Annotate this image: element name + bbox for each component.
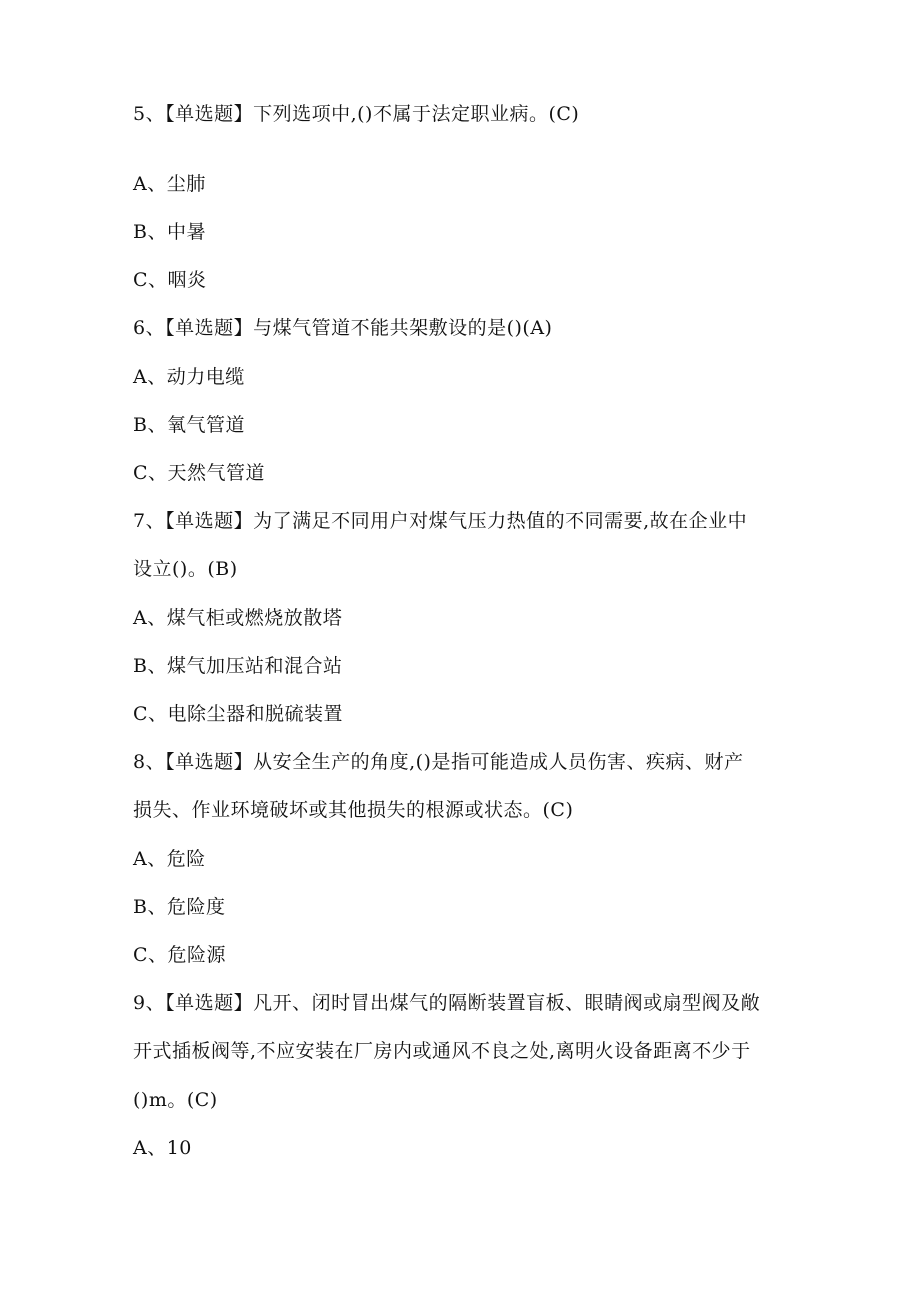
question-7-text-line-2: 设立()。(B) [133, 558, 238, 580]
question-6-text: 6、【单选题】与煤气管道不能共架敷设的是()(A) [133, 317, 553, 339]
question-5-option-a: A、尘肺 [133, 173, 206, 195]
question-7-option-b: B、煤气加压站和混合站 [133, 655, 343, 677]
question-6-option-c: C、天然气管道 [133, 462, 266, 484]
question-5-option-b: B、中暑 [133, 221, 206, 243]
question-8-option-b: B、危险度 [133, 896, 226, 918]
question-7-option-a: A、煤气柜或燃烧放散塔 [133, 607, 343, 629]
question-5-option-c: C、咽炎 [133, 269, 207, 291]
question-8-option-c: C、危险源 [133, 944, 227, 966]
question-9-text-line-1: 9、【单选题】凡开、闭时冒出煤气的隔断装置盲板、眼睛阀或扇型阀及敞 [133, 992, 761, 1014]
question-9-option-a: A、10 [133, 1137, 192, 1159]
question-9-text-line-3: ()m。(C) [133, 1089, 218, 1111]
question-7-option-c: C、电除尘器和脱硫装置 [133, 703, 344, 725]
question-8-text-line-2: 损失、作业环境破坏或其他损失的根源或状态。(C) [133, 799, 574, 821]
question-8-option-a: A、危险 [133, 848, 206, 870]
question-9-text-line-2: 开式插板阀等,不应安装在厂房内或通风不良之处,离明火设备距离不少于 [133, 1040, 751, 1062]
question-6-option-b: B、氧气管道 [133, 414, 245, 436]
question-5-text: 5、【单选题】下列选项中,()不属于法定职业病。(C) [133, 103, 580, 125]
question-6-option-a: A、动力电缆 [133, 366, 245, 388]
question-8-text-line-1: 8、【单选题】从安全生产的角度,()是指可能造成人员伤害、疾病、财产 [133, 751, 744, 773]
question-7-text-line-1: 7、【单选题】为了满足不同用户对煤气压力热值的不同需要,故在企业中 [133, 510, 748, 532]
